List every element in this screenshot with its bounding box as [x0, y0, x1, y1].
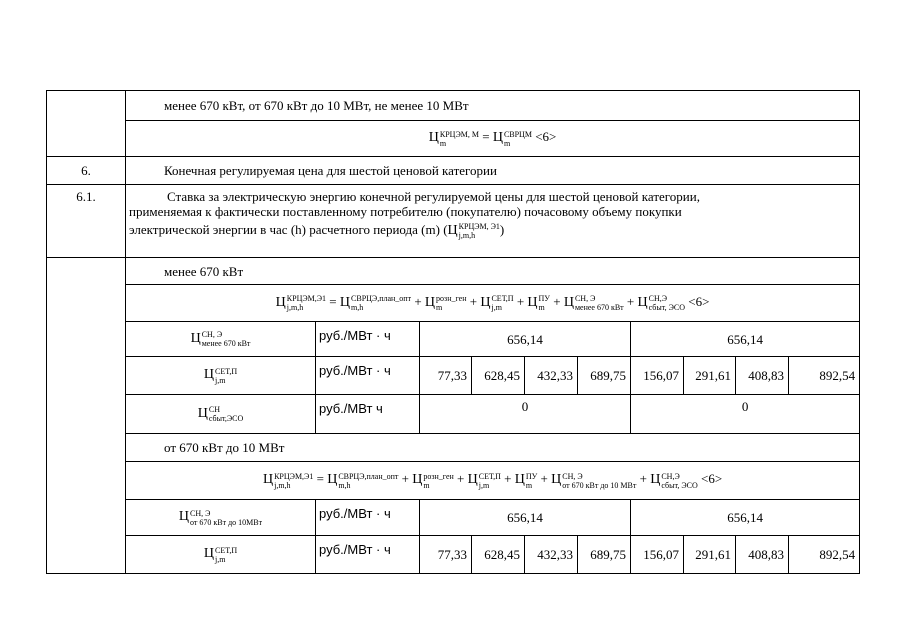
- symbol-cell: Ц СЕТ,П j,m: [126, 357, 316, 395]
- symbol-cell: Ц СЕТ,П j,m: [126, 536, 316, 574]
- table-row: [47, 91, 860, 121]
- value-cell: 432,33: [525, 536, 578, 574]
- table-row: [47, 434, 860, 462]
- subcategory-title: менее 670 кВт: [126, 258, 860, 285]
- value-cell: 0: [420, 395, 631, 434]
- value-cell: 892,54: [789, 357, 860, 395]
- symbol-cell: Ц СН, Э от 670 кВт до 10МВт: [126, 500, 316, 536]
- formula-less-670: Ц КРЦЭМ,Э1 j,m,h = Ц СВРЦЭ,план_опт m,h + Ц розн_ген m + Ц СЕТ,П j,m + Ц ПУ m + Ц СН, Э менее 670 кВт + Ц СН,Э сбыт, ЭСО <6>: [126, 285, 860, 322]
- row-number-cell: [47, 91, 126, 157]
- subcategory-title: от 670 кВт до 10 МВт: [126, 434, 860, 462]
- value-cell: 656,14: [631, 500, 860, 536]
- table-row: [47, 121, 860, 157]
- tariff-table: [46, 90, 860, 574]
- row-number: 6.1.: [47, 185, 126, 258]
- table-row: [47, 185, 860, 258]
- formula-m: Ц КРЦЭМ, М m = Ц СВРЦМ m <6>: [126, 121, 860, 157]
- value-cell: 0: [631, 395, 860, 434]
- unit-cell: руб./МВт ч: [316, 395, 420, 434]
- table-row: [47, 462, 860, 500]
- unit-cell: руб./МВт · ч: [316, 357, 420, 395]
- symbol-cell: Ц СН сбыт,ЭСО: [126, 395, 316, 434]
- value-cell: 291,61: [684, 357, 736, 395]
- table-row: [47, 500, 860, 536]
- table-row: [47, 395, 860, 434]
- table-row: [47, 536, 860, 574]
- value-cell: 77,33: [420, 536, 472, 574]
- value-cell: 656,14: [420, 500, 631, 536]
- unit-cell: руб./МВт · ч: [316, 322, 420, 357]
- value-cell: 628,45: [472, 357, 525, 395]
- symbol-cell: Ц СН, Э менее 670 кВт: [126, 322, 316, 357]
- table-row: [47, 258, 860, 285]
- value-cell: 156,07: [631, 357, 684, 395]
- value-cell: 892,54: [789, 536, 860, 574]
- table-row: [47, 285, 860, 322]
- value-cell: 656,14: [420, 322, 631, 357]
- table-row: [47, 357, 860, 395]
- value-cell: 689,75: [578, 357, 631, 395]
- table-row: [47, 322, 860, 357]
- value-cell: 628,45: [472, 536, 525, 574]
- value-cell: 77,33: [420, 357, 472, 395]
- value-cell: 156,07: [631, 536, 684, 574]
- formula-670-to-10mw: Ц КРЦЭМ,Э1 j,m,h = Ц СВРЦЭ,план_опт m,h + Ц розн_ген m + Ц СЕТ,П j,m + Ц ПУ m + Ц СН, Э от 670 кВт до 10 МВт + Ц СН,Э сбыт, ЭСО <6>: [126, 462, 860, 500]
- value-cell: 689,75: [578, 536, 631, 574]
- unit-cell: руб./МВт · ч: [316, 536, 420, 574]
- value-cell: 408,83: [736, 536, 789, 574]
- value-cell: 291,61: [684, 536, 736, 574]
- section-title: Конечная регулируемая цена для шестой ценовой категории: [126, 157, 860, 185]
- rate-description: Ставка за электрическую энергию конечной регулируемой цены для шестой ценовой категории, применяемая к фактически поставленному потребителю (покупателю) почасовому объему покупки электрической энергии в час (h) расчетного периода (m) (Ц КРЦЭМ, Э1 j,m,h ): [126, 185, 860, 258]
- row-number-cell: [47, 258, 126, 574]
- value-cell: 408,83: [736, 357, 789, 395]
- row-number: 6.: [47, 157, 126, 185]
- table-row: [47, 157, 860, 185]
- value-cell: 656,14: [631, 322, 860, 357]
- category-ranges-text: менее 670 кВт, от 670 кВт до 10 МВт, не менее 10 МВт: [126, 91, 860, 121]
- unit-cell: руб./МВт · ч: [316, 500, 420, 536]
- value-cell: 432,33: [525, 357, 578, 395]
